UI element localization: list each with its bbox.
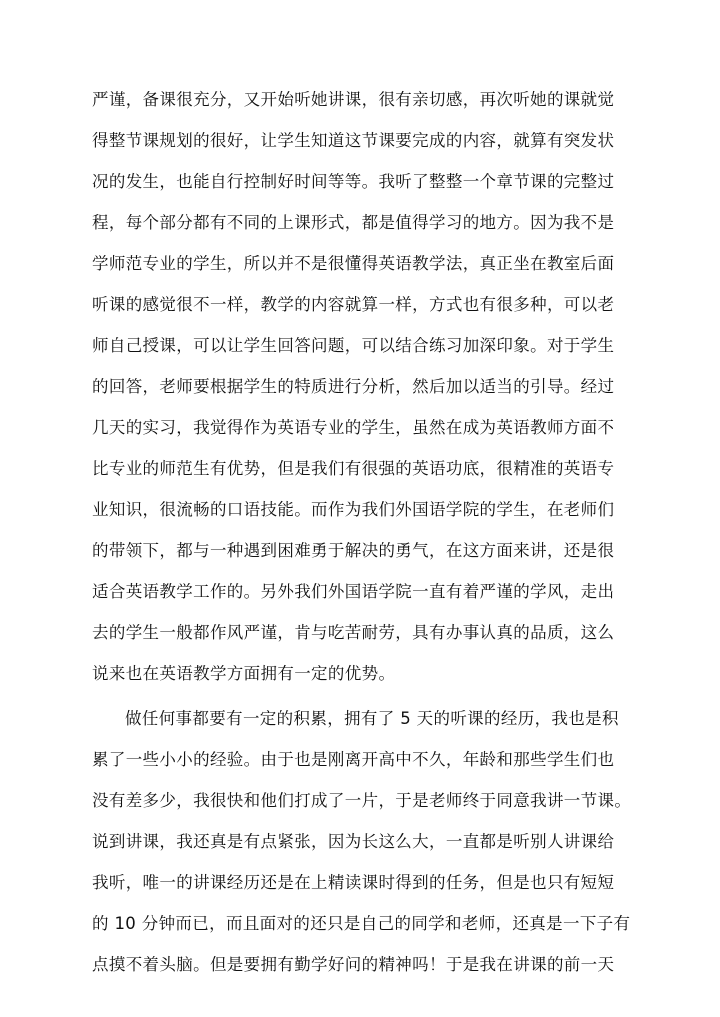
text-line: 点摸不着头脑。但是要拥有勤学好问的精神吗！于是我在讲课的前一天: [92, 955, 615, 974]
text-line: 比专业的师范生有优势，但是我们有很强的英语功底，很精准的英语专: [92, 459, 615, 478]
text-line: 业知识，很流畅的口语技能。而作为我们外国语学院的学生，在老师们: [92, 500, 615, 519]
text-line: 累了一些小小的经验。由于也是刚离开高中不久，年龄和那些学生们也: [92, 750, 615, 769]
text-line: 适合英语教学工作的。另外我们外国语学院一直有着严谨的学风，走出: [92, 582, 615, 601]
text-line: 程，每个部分都有不同的上课形式，都是值得学习的地方。因为我不是: [92, 213, 615, 232]
text-line: 说到讲课，我还真是有点紧张，因为长这么大，一直都是听别人讲课给: [92, 832, 615, 851]
text-line: 听课的感觉很不一样，教学的内容就算一样，方式也有很多种，可以老: [92, 295, 615, 314]
text-line: 的回答，老师要根据学生的特质进行分析，然后加以适当的引导。经过: [92, 377, 615, 396]
text-line: 几天的实习，我觉得作为英语专业的学生，虽然在成为英语教师方面不: [92, 418, 615, 437]
text-line: 严谨，备课很充分，又开始听她讲课，很有亲切感，再次听她的课就觉: [92, 90, 615, 109]
text-line: 没有差多少，我很快和他们打成了一片，于是老师终于同意我讲一节课。: [92, 791, 632, 810]
text-line: 说来也在英语教学方面拥有一定的优势。: [92, 664, 396, 683]
text-line: 得整节课规划的很好，让学生知道这节课要完成的内容，就算有突发状: [92, 131, 615, 150]
text-line: 况的发生，也能自行控制好时间等等。我听了整整一个章节课的完整过: [92, 172, 615, 191]
text-line: 师自己授课，可以让学生回答问题，可以结合练习加深印象。对于学生: [92, 336, 615, 355]
text-line: 的 10 分钟而已，而且面对的还只是自己的同学和老师，还真是一下子有: [92, 914, 631, 933]
text-line: 我听，唯一的讲课经历还是在上精读课时得到的任务，但是也只有短短: [92, 873, 615, 892]
text-line: 去的学生一般都作风严谨，肯与吃苦耐劳，具有办事认真的品质，这么: [92, 623, 615, 642]
text-line: 的带领下，都与一种遇到困难勇于解决的勇气，在这方面来讲，还是很: [92, 541, 615, 560]
text-line: 做任何事都要有一定的积累，拥有了 5 天的听课的经历，我也是积: [125, 709, 619, 728]
text-line: 学师范专业的学生，所以并不是很懂得英语教学法，真正坐在教室后面: [92, 254, 615, 273]
